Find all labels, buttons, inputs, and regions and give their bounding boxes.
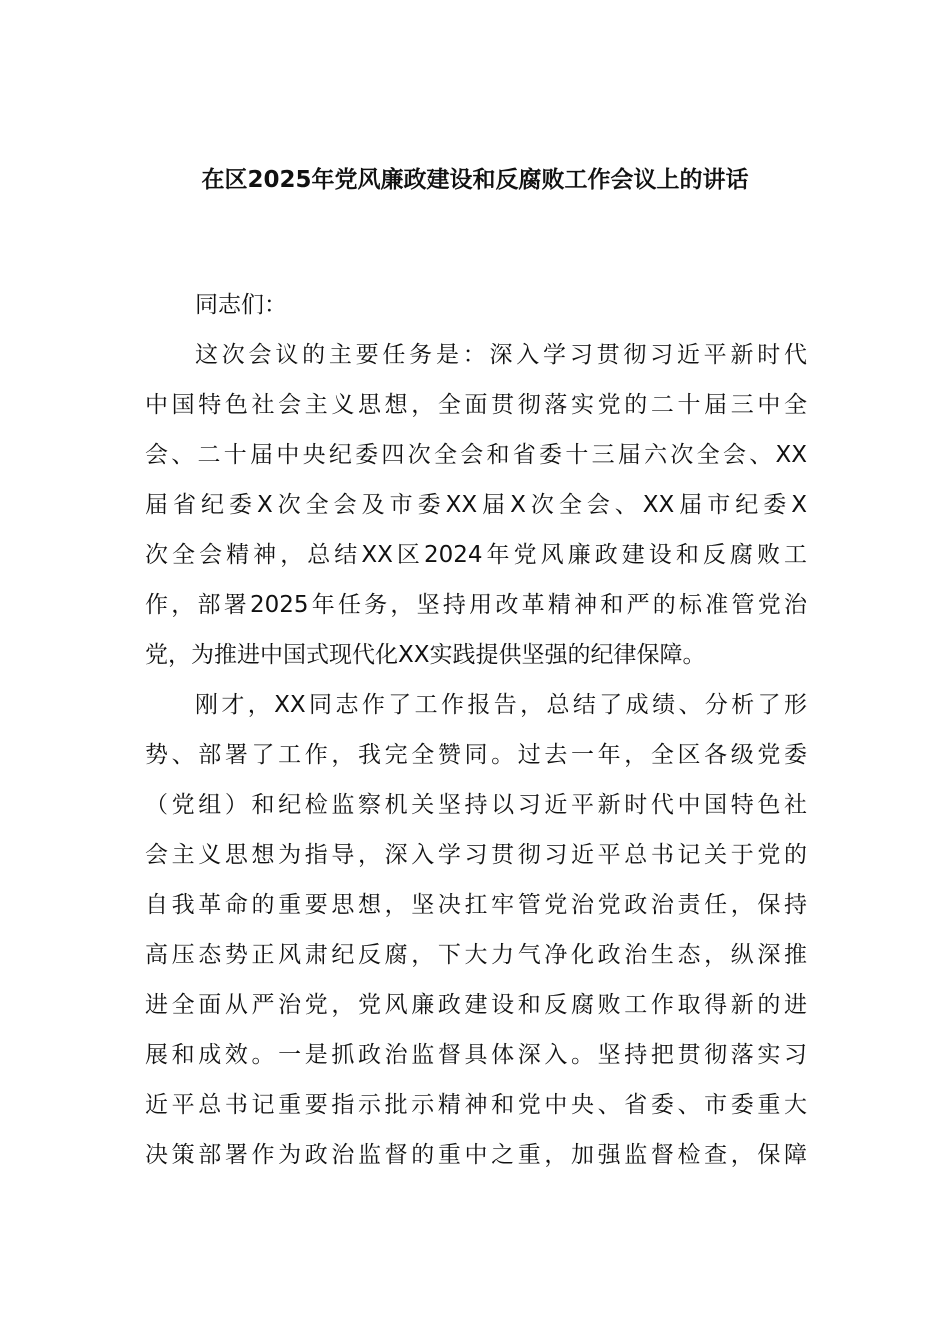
paragraph-line: 会、二十届中央纪委四次全会和省委十三届六次全会、XX	[145, 442, 807, 468]
paragraph-line: 势、部署了工作，我完全赞同。过去一年，全区各级党委	[145, 742, 807, 768]
paragraph-line: 自我革命的重要思想，坚决扛牢管党治党政治责任，保持	[145, 892, 807, 918]
paragraph-line: 中国特色社会主义思想，全面贯彻落实党的二十届三中全	[145, 392, 807, 418]
paragraph-line: （党组）和纪检监察机关坚持以习近平新时代中国特色社	[145, 792, 807, 818]
paragraph-line: 进全面从严治党，党风廉政建设和反腐败工作取得新的进	[145, 992, 807, 1018]
paragraph-line: 党，为推进中国式现代化XX实践提供坚强的纪律保障。	[145, 642, 706, 668]
paragraph-line: 刚才，XX同志作了工作报告，总结了成绩、分析了形	[195, 692, 807, 718]
paragraph-line: 次全会精神，总结XX区2024年党风廉政建设和反腐败工	[145, 542, 807, 568]
paragraph-line: 会主义思想为指导，深入学习贯彻习近平总书记关于党的	[145, 842, 807, 868]
paragraph-line: 这次会议的主要任务是：深入学习贯彻习近平新时代	[195, 342, 807, 368]
paragraph-line: 届省纪委X次全会及市委XX届X次全会、XX届市纪委X	[145, 492, 807, 518]
paragraph-line: 决策部署作为政治监督的重中之重，加强监督检查，保障	[145, 1142, 807, 1168]
paragraph-line: 展和成效。一是抓政治监督具体深入。坚持把贯彻落实习	[145, 1042, 807, 1068]
salutation-line: 同志们：	[195, 292, 287, 318]
document-title: 在区2025年党风廉政建设和反腐败工作会议上的讲话	[201, 167, 749, 193]
paragraph-line: 高压态势正风肃纪反腐，下大力气净化政治生态，纵深推	[145, 942, 807, 968]
paragraph-line: 作，部署2025年任务，坚持用改革精神和严的标准管党治	[145, 592, 807, 618]
paragraph-line: 近平总书记重要指示批示精神和党中央、省委、市委重大	[145, 1092, 807, 1118]
document-body	[145, 280, 807, 1180]
